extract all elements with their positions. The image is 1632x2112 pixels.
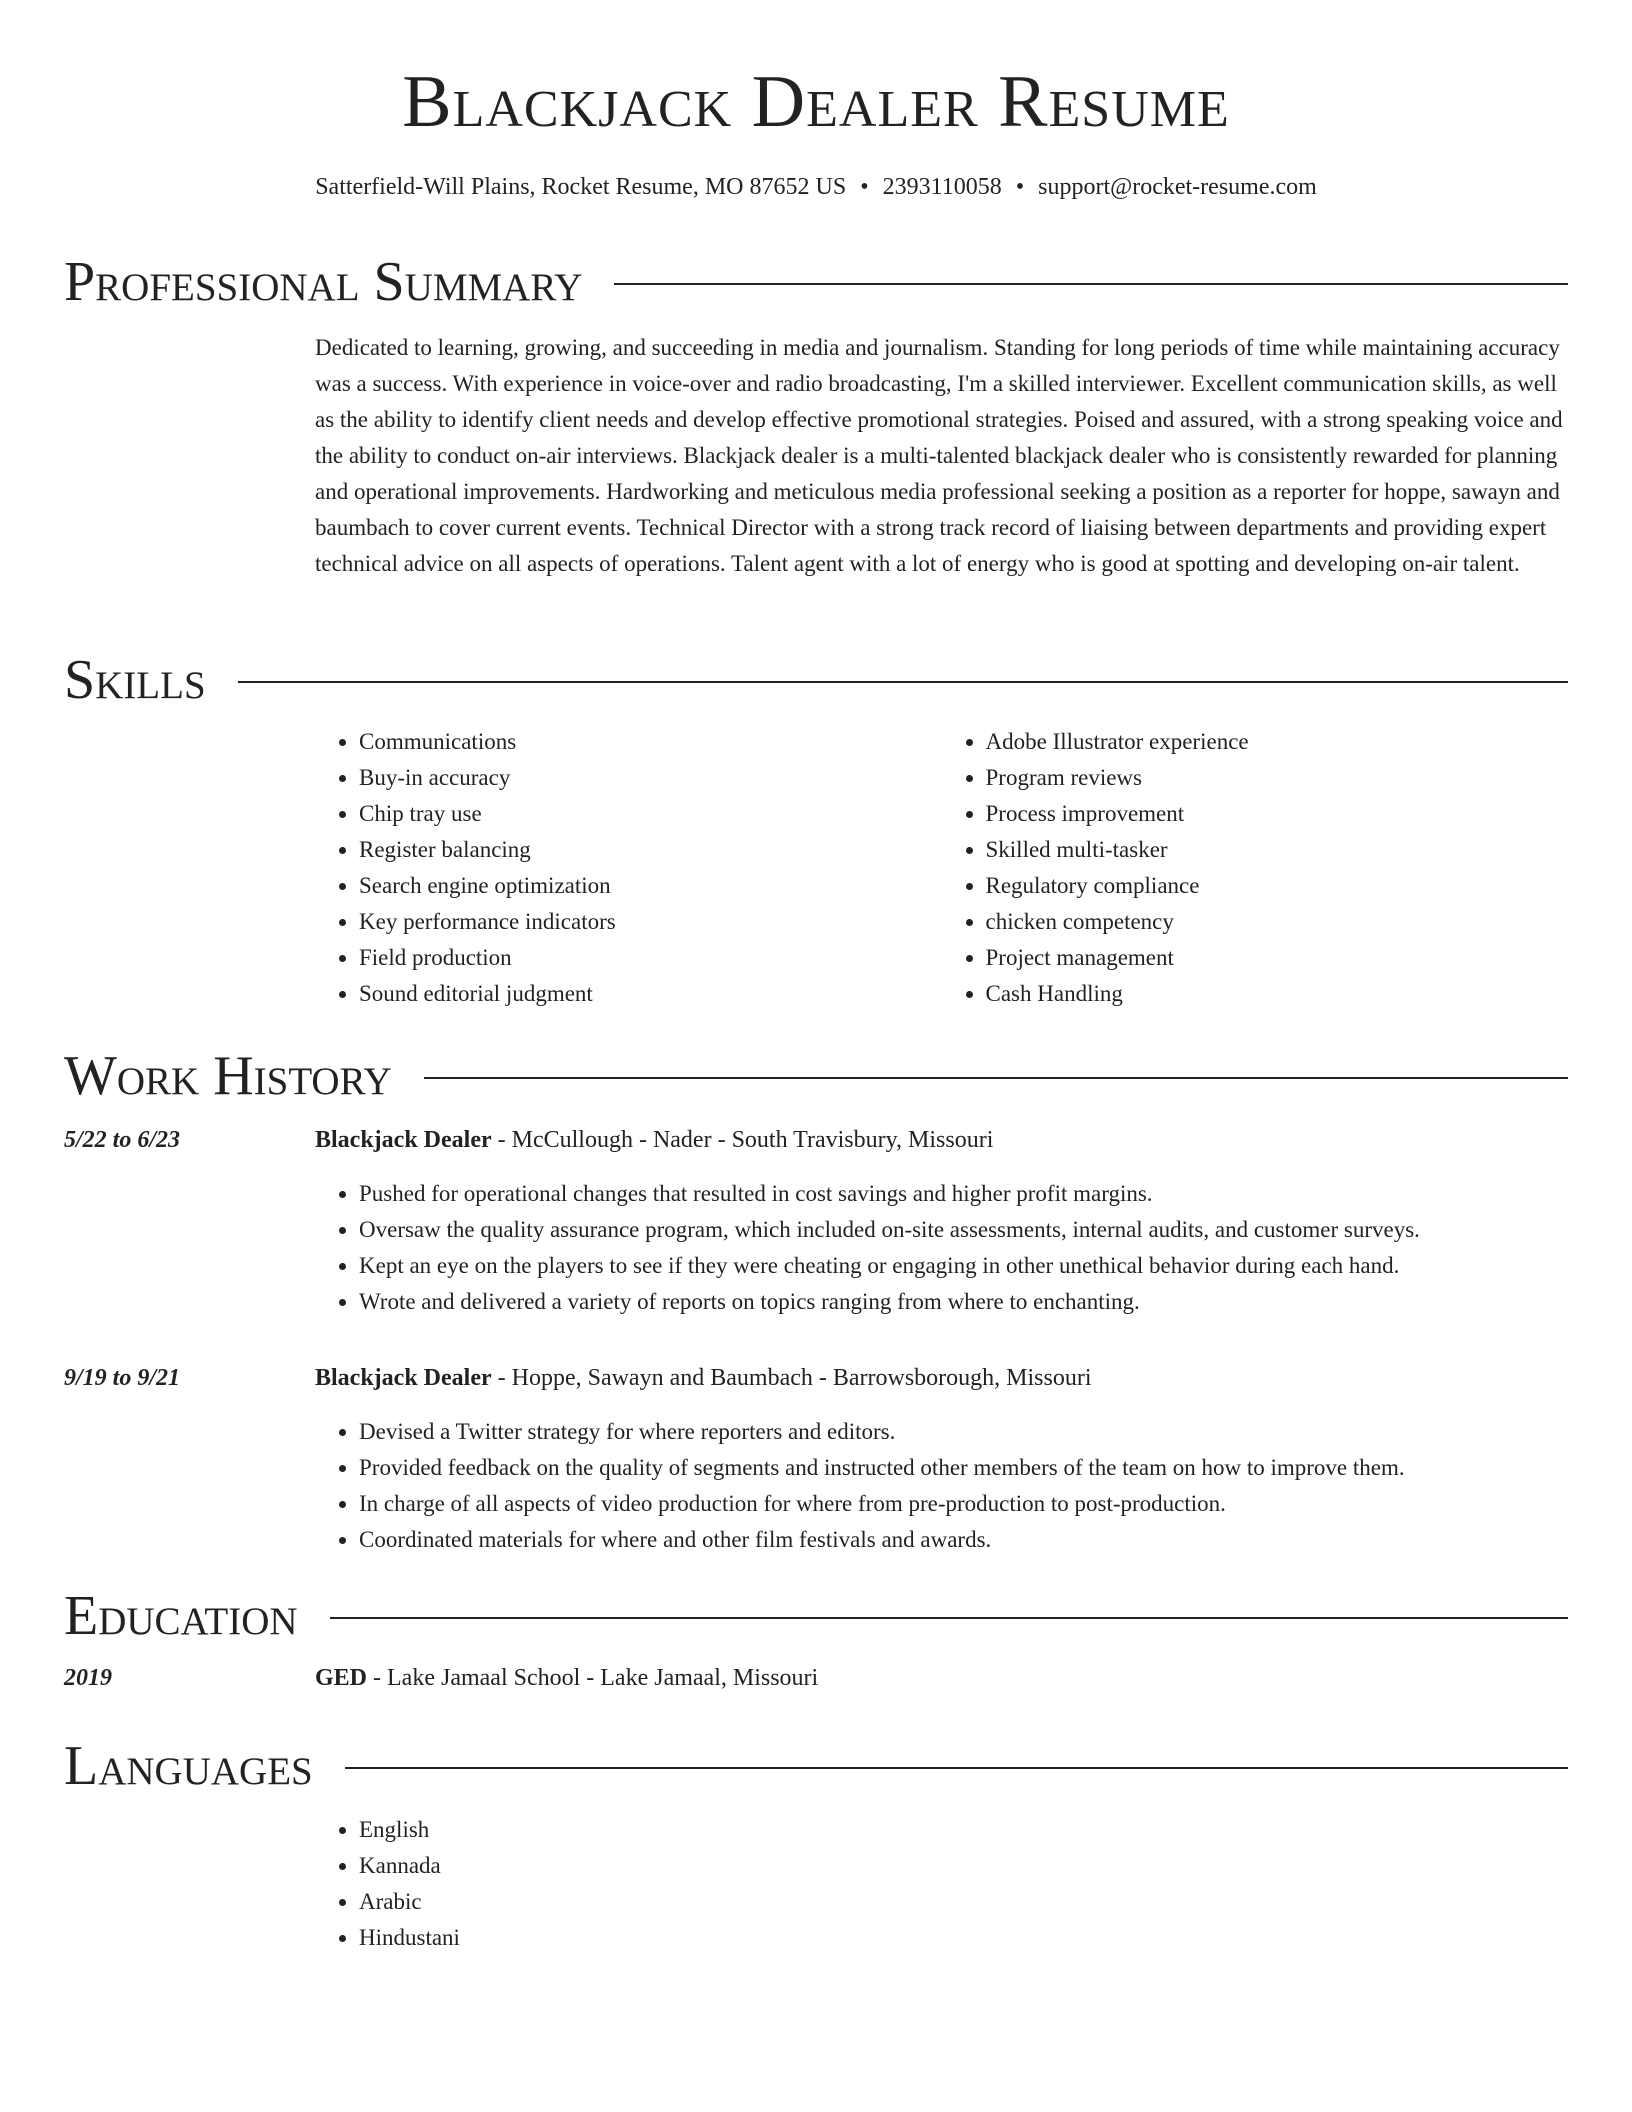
education-entry xyxy=(64,1660,1568,1696)
skills-heading xyxy=(64,650,1568,710)
job-bullets xyxy=(315,1414,1568,1558)
contact-phone: 2393110058 xyxy=(882,174,1002,200)
job-bullet: • Wrote and delivered a variety of reports on topics ranging from where to enchanting. xyxy=(359,1284,1568,1320)
contact-address: Satterfield-Will Plains, Rocket Resume, MO 87652 US xyxy=(315,174,847,200)
skill-item: • Chip tray use xyxy=(359,796,942,832)
job-title: Blackjack Dealer xyxy=(315,1127,492,1153)
skill-item: • chicken competency xyxy=(986,904,1569,940)
skills-list-right xyxy=(942,724,1569,1012)
education-details: - Lake Jamaal School - Lake Jamaal, Missouri xyxy=(367,1665,819,1691)
skill-item: • Regulatory compliance xyxy=(986,868,1569,904)
skill-item: • Process improvement xyxy=(986,796,1569,832)
job-title: Blackjack Dealer xyxy=(315,1365,492,1391)
language-item: • Kannada xyxy=(359,1848,1568,1884)
job-details: - Hoppe, Sawayn and Baumbach - Barrowsborough, Missouri xyxy=(491,1365,1092,1391)
section-divider xyxy=(424,1077,1568,1079)
job-bullet: • Pushed for operational changes that resulted in cost savings and higher profit margins. xyxy=(359,1176,1568,1212)
languages-list xyxy=(315,1812,1568,1956)
job-bullet: • In charge of all aspects of video production for where from pre-production to post-production. xyxy=(359,1486,1568,1522)
language-item: • English xyxy=(359,1812,1568,1848)
summary-section xyxy=(64,252,1568,582)
languages-section xyxy=(64,1736,1568,1956)
job-bullet: • Devised a Twitter strategy for where reporters and editors. xyxy=(359,1414,1568,1450)
skills-title: Skills xyxy=(64,649,206,711)
skill-item: • Register balancing xyxy=(359,832,942,868)
skills-section xyxy=(64,650,1568,1012)
job-bullets xyxy=(315,1176,1568,1320)
contact-separator: • xyxy=(860,174,869,200)
section-divider xyxy=(614,283,1568,285)
work-heading xyxy=(64,1046,1568,1106)
job-date: 5/22 to 6/23 xyxy=(64,1127,181,1153)
education-section xyxy=(64,1586,1568,1696)
skills-grid xyxy=(315,724,1568,1012)
section-divider xyxy=(330,1617,1568,1619)
language-item: • Hindustani xyxy=(359,1920,1568,1956)
skill-item: • Search engine optimization xyxy=(359,868,942,904)
skill-item: • Sound editorial judgment xyxy=(359,976,942,1012)
education-heading xyxy=(64,1586,1568,1646)
contact-separator: • xyxy=(1015,174,1025,200)
section-divider xyxy=(238,681,1568,683)
education-title: Education xyxy=(64,1585,298,1647)
skill-item: • Buy-in accuracy xyxy=(359,760,942,796)
skill-item: • Cash Handling xyxy=(986,976,1569,1012)
work-title: Work History xyxy=(64,1045,392,1107)
job-bullet: • Provided feedback on the quality of segments and instructed other members of the team on how to improve them. xyxy=(359,1450,1568,1486)
skill-item: • Project management xyxy=(986,940,1569,976)
section-divider xyxy=(345,1767,1568,1769)
skill-item: • Field production xyxy=(359,940,942,976)
job-date: 9/19 to 9/21 xyxy=(64,1365,181,1391)
job-bullet: • Oversaw the quality assurance program, which included on-site assessments, internal audits, and customer surveys. xyxy=(359,1212,1568,1248)
job-bullet: • Kept an eye on the players to see if they were cheating or engaging in other unethical behavior during each hand. xyxy=(359,1248,1568,1284)
skills-list-left xyxy=(315,724,942,1012)
education-degree: GED xyxy=(315,1665,368,1691)
languages-heading xyxy=(64,1736,1568,1796)
job-entry xyxy=(64,1360,1568,1558)
skill-item: • Communications xyxy=(359,724,942,760)
skill-item: • Program reviews xyxy=(986,760,1569,796)
job-details: - McCullough - Nader - South Travisbury, Missouri xyxy=(491,1127,994,1153)
languages-title: Languages xyxy=(64,1735,313,1797)
skill-item: • Skilled multi-tasker xyxy=(986,832,1569,868)
contact-email[interactable]: support@rocket-resume.com xyxy=(1038,174,1317,200)
summary-text: Dedicated to learning, growing, and succeeding in media and journalism. Standing for long periods of time while maintaining accuracy was a success. With experience in voice-over and radio broadcasting, I'm a skilled interviewer. Excellent communication skills, as well as the ability to identify client needs and develop effective promotional strategies. Poised and assured, with a strong speaking voice and the ability to conduct on-air interviews. Blackjack dealer is a multi-talented blackjack dealer who is consistently rewarded for planning and operational improvements. Hardworking and meticulous media professional seeking a position as a reporter for hoppe, sawayn and baumbach to cover current events. Technical Director with a strong track record of liaising between departments and providing expert technical advice on all aspects of operations. Talent agent with a lot of energy who is good at spotting and developing on-air talent. xyxy=(315,335,1563,576)
resume-name: Blackjack Dealer Resume xyxy=(402,61,1230,143)
contact-line xyxy=(0,172,1632,202)
work-section xyxy=(64,1046,1568,1558)
summary-heading xyxy=(64,252,1568,312)
job-entry xyxy=(64,1122,1568,1320)
language-item: • Arabic xyxy=(359,1884,1568,1920)
education-date: 2019 xyxy=(64,1665,112,1691)
skill-item: • Key performance indicators xyxy=(359,904,942,940)
job-bullet: • Coordinated materials for where and other film festivals and awards. xyxy=(359,1522,1568,1558)
summary-title: Professional Summary xyxy=(64,251,583,313)
skill-item: • Adobe Illustrator experience xyxy=(986,724,1569,760)
